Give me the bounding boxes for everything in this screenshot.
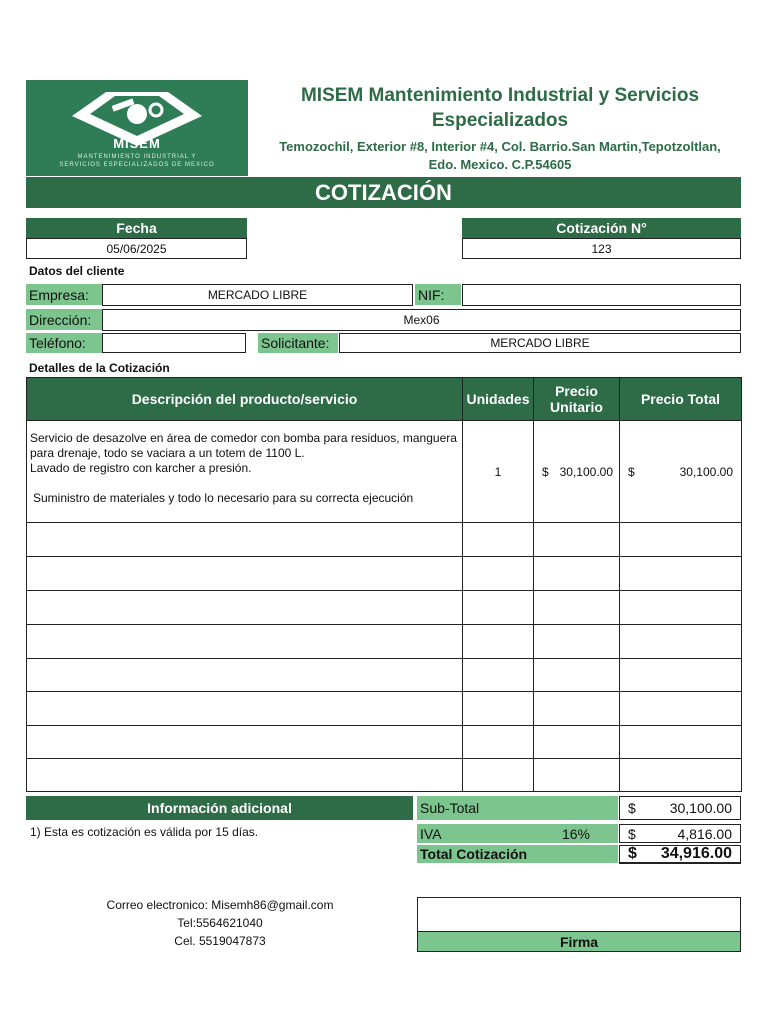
table-row[interactable] [27,591,742,625]
signature-label: Firma [417,931,741,952]
iva-value-box [619,824,741,843]
logo-subtext: MANTENIMIENTO INDUSTRIAL Y [77,154,197,160]
item-desc-line: para drenaje, todo se vaciara a un totem de 1100 L. [30,446,305,460]
info-adicional-note: 1) Esta es cotización es válida por 15 días. [30,825,259,839]
currency-symbol: $ [628,800,636,816]
company-address: Temozochil, Exterior #8, Interior #4, Col. Barrio.San Martin,Tepotzoltlan, [279,139,721,154]
total-label: Total Cotización [417,845,618,863]
item-desc-line: Lavado de registro con karcher a presión. [30,461,252,475]
company-logo [26,80,248,176]
nif-field[interactable] [462,284,741,306]
logo-text: MISEM [113,136,161,151]
empresa-label: Empresa: [26,284,102,305]
table-header-row [27,378,742,421]
total-value-box [619,845,741,864]
currency-symbol: $ [628,464,635,479]
table-row[interactable] [27,557,742,591]
company-address-2: Edo. Mexico. C.P.54605 [428,157,572,172]
table-row[interactable] [27,523,742,557]
table-row[interactable] [27,759,742,792]
item-precio-total-value: 30,100.00 [679,464,733,479]
item-description[interactable] [27,421,463,523]
col-precio-total: Precio Total [620,378,742,421]
total-value: 34,916.00 [660,845,732,862]
col-descripcion: Descripción del producto/servicio [27,378,463,421]
item-precio-unitario[interactable] [534,421,620,523]
item-desc-line: Suministro de materiales y todo lo necesario para su correcta ejecución [33,491,414,505]
iva-label: IVA [420,825,442,842]
col-unidades: Unidades [463,378,534,421]
fecha-field[interactable]: 05/06/2025 [26,238,247,259]
contact-tel: Tel:5564621040 [177,916,263,930]
detalles-section-label: Detalles de la Cotización [29,361,170,375]
logo-subtext: SERVICIOS ESPECIALIZADOS DE MEXICO [59,162,215,168]
table-row[interactable] [27,726,742,759]
item-unidades[interactable]: 1 [463,421,534,523]
item-precio-total[interactable] [620,421,742,523]
item-precio-unitario-value: 30,100.00 [559,464,613,479]
iva-label-row [417,824,618,843]
table-row[interactable] [27,659,742,692]
cotizacion-no-field[interactable]: 123 [462,238,741,259]
item-desc-line: Servicio de desazolve en área de comedor con bomba para residuos, manguera [30,431,457,445]
subtotal-value-box [619,796,741,820]
cliente-section-label: Datos del cliente [29,264,125,278]
iva-rate: 16% [561,825,590,842]
company-name-2: Especializados [431,110,569,131]
items-table [26,377,742,792]
subtotal-value: 30,100.00 [669,800,732,816]
solicitante-field[interactable]: MERCADO LIBRE [339,333,741,353]
signature-box[interactable] [417,897,741,932]
currency-symbol: $ [628,825,636,842]
table-row[interactable] [27,625,742,659]
company-name: MISEM Mantenimiento Industrial y Servicios [300,85,700,106]
table-row [27,421,742,523]
contact-email: Correo electronico: Misemh86@gmail.com [106,898,334,912]
currency-symbol: $ [628,845,637,862]
table-row[interactable] [27,692,742,726]
iva-value: 4,816.00 [677,825,732,842]
info-adicional-label: Información adicional [26,796,413,820]
empresa-field[interactable]: MERCADO LIBRE [102,284,413,306]
col-precio-unitario-1: Precio [555,383,598,399]
telefono-field[interactable] [102,333,246,353]
subtotal-label: Sub-Total [417,796,618,820]
col-precio-unitario-2: Unitario [550,399,603,415]
contact-cel: Cel. 5519047873 [174,934,266,948]
col-precio-unitario [534,378,620,421]
nif-label: NIF: [415,284,461,305]
direccion-field[interactable]: Mex06 [102,309,741,331]
document-title: COTIZACIÓN [26,177,741,208]
currency-symbol: $ [542,464,549,479]
telefono-label: Teléfono: [26,333,102,353]
solicitante-label: Solicitante: [258,333,338,353]
fecha-label: Fecha [26,218,247,238]
cotizacion-no-label: Cotización N° [462,218,741,238]
direccion-label: Dirección: [26,309,102,330]
